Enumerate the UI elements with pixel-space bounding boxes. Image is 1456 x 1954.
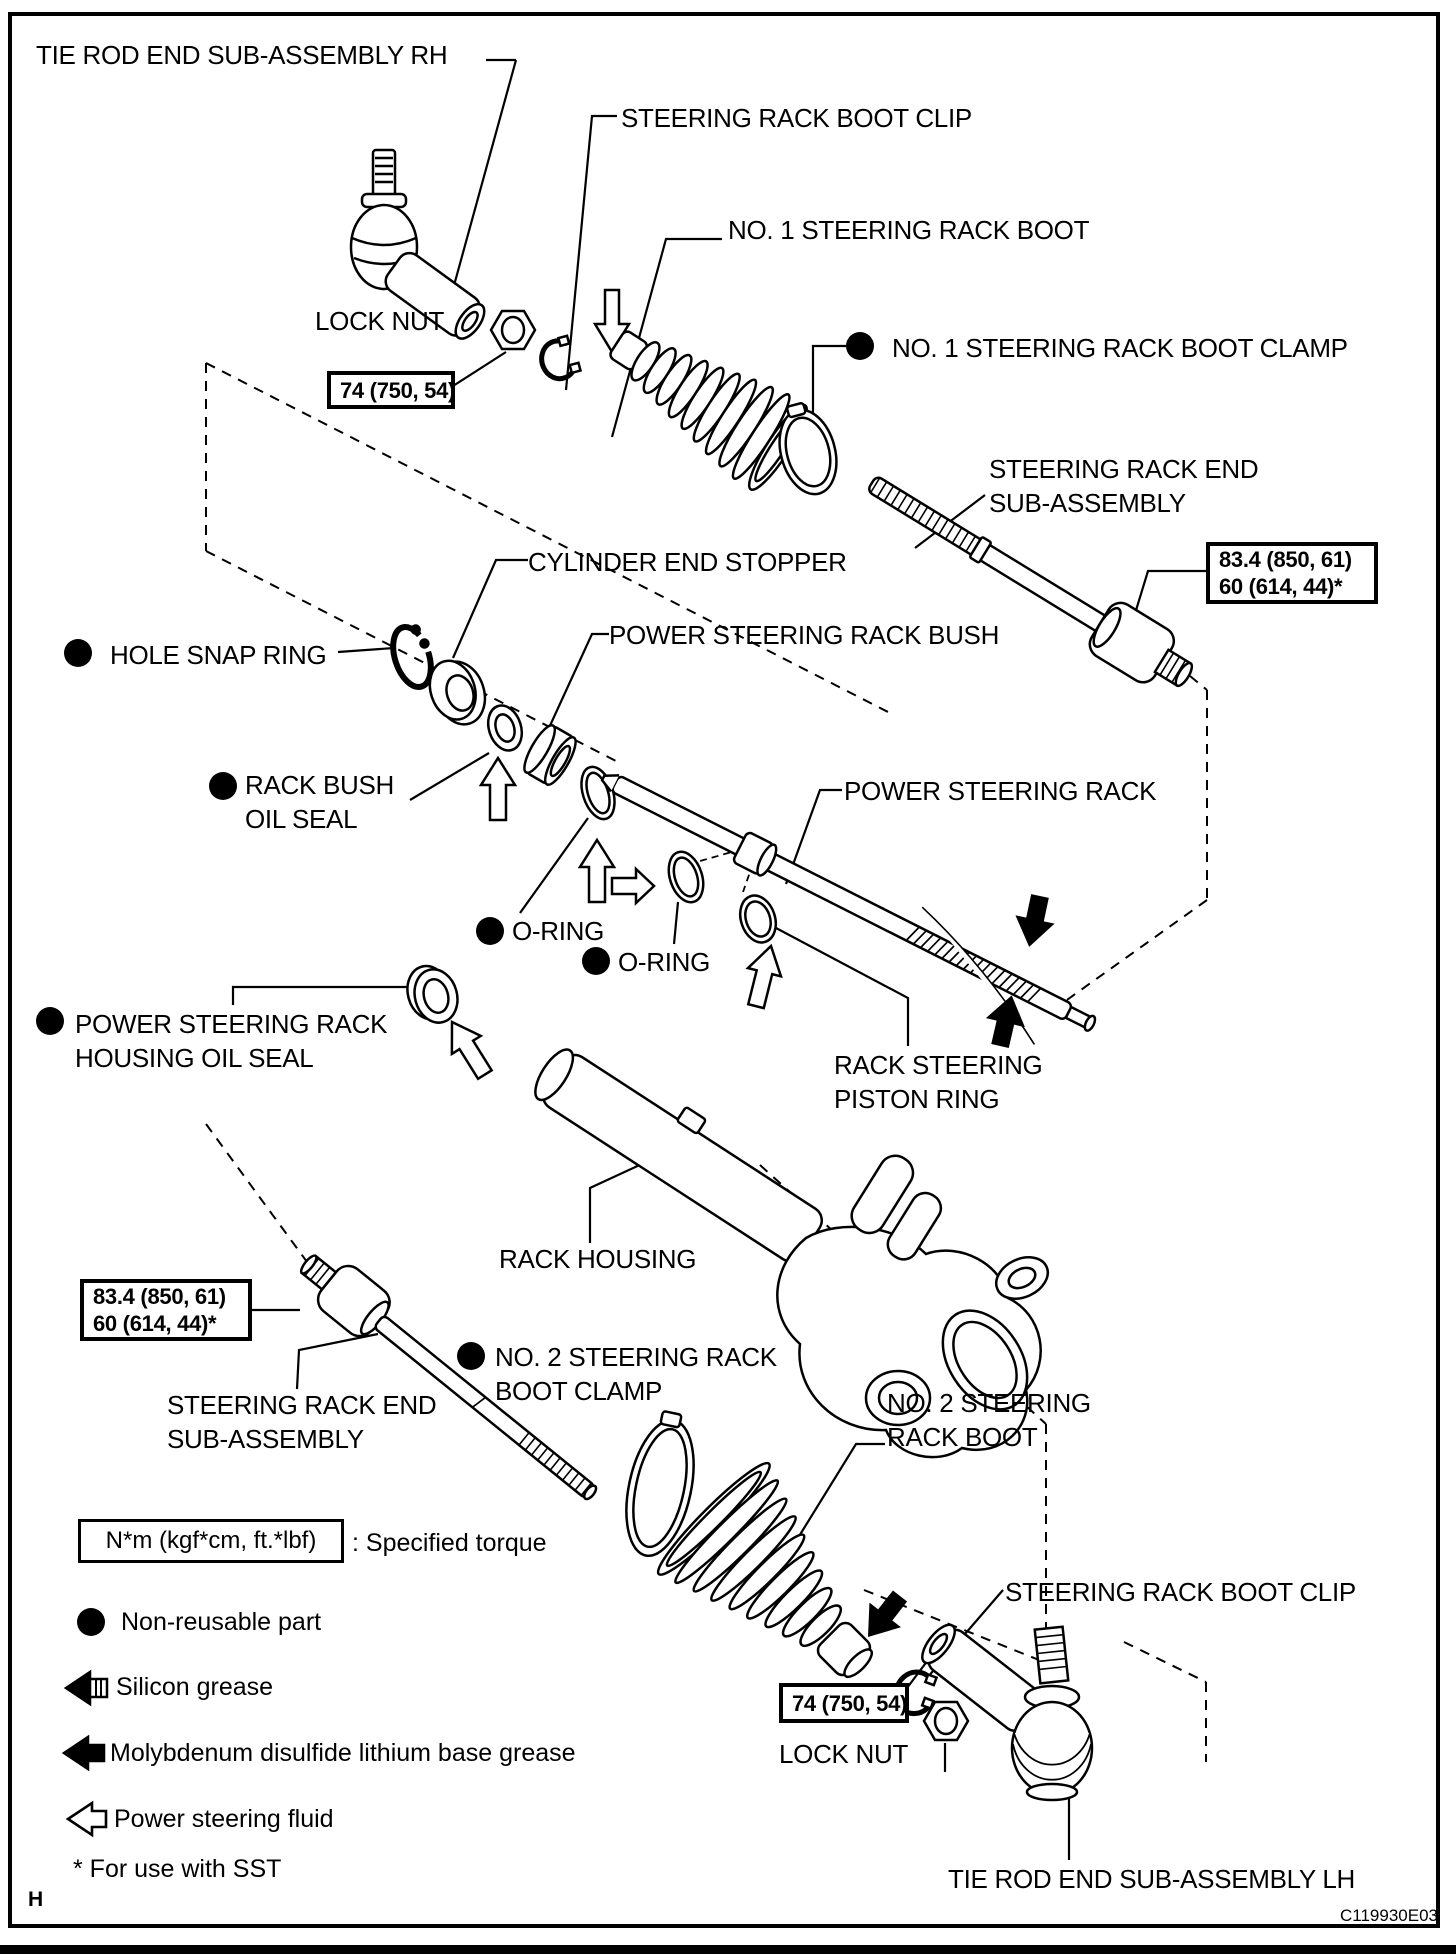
label-line: POWER STEERING RACK	[75, 1009, 388, 1039]
label-steering-rack-boot-clip-top: STEERING RACK BOOT CLIP	[621, 103, 972, 133]
label-rack-housing: RACK HOUSING	[499, 1244, 697, 1274]
label-power-steering-rack: POWER STEERING RACK	[844, 776, 1157, 806]
torque-value: 60 (614, 44)*	[93, 1311, 217, 1336]
label-cylinder-end-stopper: CYLINDER END STOPPER	[528, 547, 847, 577]
label-o-ring-2: O-RING	[618, 947, 711, 977]
label-no1-boot-clamp: NO. 1 STEERING RACK BOOT CLAMP	[892, 333, 1348, 363]
torque-box-rack-end-top	[1206, 542, 1378, 604]
label-steering-rack-end-top	[989, 452, 1258, 520]
non-reusable-dot	[582, 947, 610, 975]
label-hole-snap-ring: HOLE SNAP RING	[110, 640, 327, 670]
page-border	[8, 12, 1440, 1928]
non-reusable-dot	[64, 639, 92, 667]
torque-unit-box: N*m (kgf*cm, ft.*lbf)	[78, 1519, 344, 1563]
torque-value: 74 (750, 54)	[792, 1690, 908, 1716]
label-steering-rack-end-bottom	[167, 1388, 436, 1456]
label-line: NO. 2 STEERING RACK	[495, 1342, 777, 1372]
non-reusable-dot	[457, 1342, 485, 1370]
label-line: HOUSING OIL SEAL	[75, 1043, 314, 1073]
legend-molybdenum-grease: Molybdenum disulfide lithium base grease	[110, 1739, 576, 1767]
non-reusable-dot	[476, 917, 504, 945]
label-no2-boot-clamp	[495, 1340, 777, 1408]
label-tie-rod-end-lh: TIE ROD END SUB-ASSEMBLY LH	[948, 1864, 1356, 1894]
label-power-steering-rack-bush: POWER STEERING RACK BUSH	[609, 620, 1000, 650]
label-rack-steering-piston-ring	[834, 1048, 1042, 1116]
label-line: SUB-ASSEMBLY	[167, 1424, 364, 1454]
label-line: NO. 2 STEERING	[887, 1388, 1091, 1418]
label-housing-oil-seal	[75, 1007, 387, 1075]
label-lock-nut-bottom: LOCK NUT	[779, 1739, 909, 1769]
label-line: STEERING RACK END	[167, 1390, 437, 1420]
label-line: RACK BOOT	[887, 1422, 1038, 1452]
torque-box-rack-end-bottom	[80, 1279, 252, 1341]
label-o-ring-1: O-RING	[512, 916, 605, 946]
label-line: OIL SEAL	[245, 804, 358, 834]
label-lock-nut-top: LOCK NUT	[315, 306, 445, 336]
torque-value: 60 (614, 44)*	[1219, 574, 1343, 599]
non-reusable-dot	[77, 1608, 105, 1636]
label-line: BOOT CLAMP	[495, 1376, 663, 1406]
label-tie-rod-end-rh: TIE ROD END SUB-ASSEMBLY RH	[36, 40, 448, 70]
label-line: RACK STEERING	[834, 1050, 1043, 1080]
non-reusable-dot	[209, 772, 237, 800]
torque-value: 83.4 (850, 61)	[93, 1284, 226, 1309]
legend-non-reusable: Non-reusable part	[121, 1608, 322, 1636]
label-line: STEERING RACK END	[989, 454, 1259, 484]
legend-silicon-grease: Silicon grease	[116, 1673, 274, 1701]
label-no1-steering-rack-boot: NO. 1 STEERING RACK BOOT	[728, 215, 1090, 245]
non-reusable-dot	[846, 332, 874, 360]
legend-power-steering-fluid: Power steering fluid	[114, 1805, 334, 1833]
page-marker-h: H	[28, 1888, 44, 1911]
label-rack-bush-oil-seal	[245, 768, 394, 836]
legend-sst-note: * For use with SST	[73, 1855, 282, 1883]
label-steering-rack-boot-clip-bottom: STEERING RACK BOOT CLIP	[1005, 1577, 1356, 1607]
label-line: SUB-ASSEMBLY	[989, 488, 1186, 518]
label-line: RACK BUSH	[245, 770, 394, 800]
figure-code: C119930E03	[1340, 1906, 1438, 1925]
page-bottom-rule	[0, 1945, 1456, 1954]
torque-box-lock-nut-bottom	[779, 1683, 909, 1723]
non-reusable-dot	[36, 1007, 64, 1035]
label-line: PISTON RING	[834, 1084, 1000, 1114]
torque-value: 74 (750, 54)	[340, 377, 456, 403]
torque-value: 83.4 (850, 61)	[1219, 547, 1352, 572]
torque-unit-desc: : Specified torque	[352, 1529, 547, 1557]
label-no2-steering-rack-boot	[887, 1386, 1091, 1454]
torque-box-lock-nut-top	[327, 371, 455, 409]
